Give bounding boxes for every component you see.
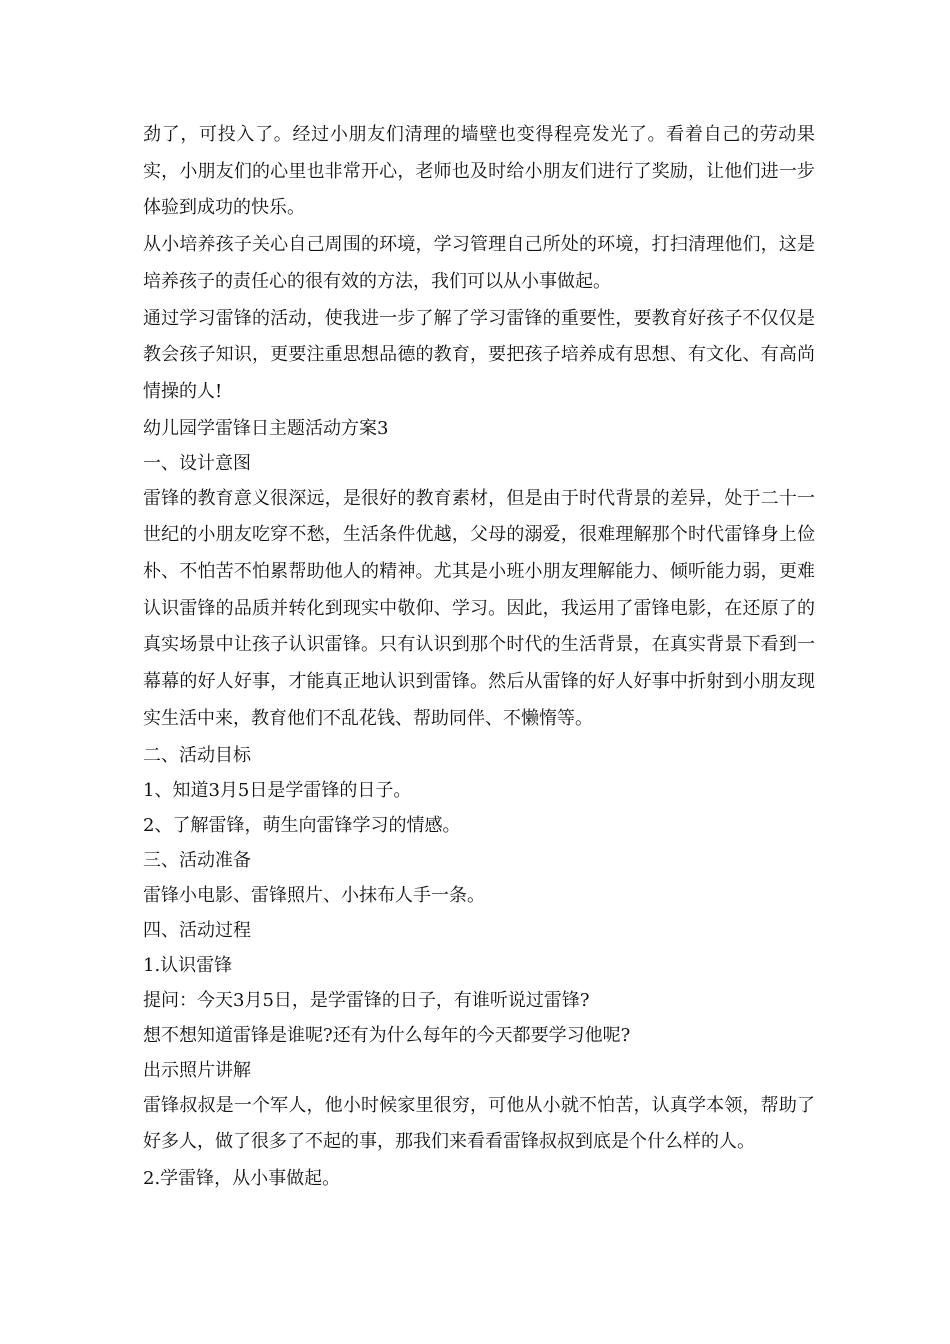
- document-body: [143, 117, 815, 1196]
- paragraph: 通过学习雷锋的活动，使我进一步了解了学习雷锋的重要性，要教育好孩子不仅仅是教会孩子知识，更要注重思想品德的教育，要把孩子培养成有思想、有文化、有高尚情操的人!: [143, 307, 815, 402]
- heading-activity-goals: 二、活动目标: [143, 744, 251, 766]
- goal-item: 2、了解雷锋，萌生向雷锋学习的情感。: [143, 814, 461, 836]
- question-text: 提问：今天3月5日，是学雷锋的日子，有谁听说过雷锋?: [143, 989, 590, 1011]
- paragraph: 从小培养孩子关心自己周围的环境，学习管理自己所处的环境，打扫清理他们，这是培养孩子的责任心的很有效的方法，我们可以从小事做起。: [143, 234, 815, 292]
- step-heading: 2.学雷锋，从小事做起。: [143, 1167, 341, 1189]
- heading-activity-prep: 三、活动准备: [143, 849, 251, 871]
- step-heading: 1.认识雷锋: [143, 954, 233, 976]
- heading-design-intent: 一、设计意图: [143, 452, 251, 474]
- goal-item: 1、知道3月5日是学雷锋的日子。: [143, 779, 412, 801]
- heading-activity-process: 四、活动过程: [143, 919, 251, 941]
- paragraph: 雷锋的教育意义很深远，是很好的教育素材，但是由于时代背景的差异，处于二十一世纪的小朋友吃穿不愁，生活条件优越，父母的溺爱，很难理解那个时代雷锋身上俭朴、不怕苦不怕累帮助他人的精神。尤其是小班小朋友理解能力、倾听能力弱，更难认识雷锋的品质并转化到现实中敬仰、学习。因此，我运用了雷锋电影，在还原了的真实场景中让孩子认识雷锋。只有认识到那个时代的生活背景，在真实背景下看到一幕幕的好人好事，才能真正地认识到雷锋。然后从雷锋的好人好事中折射到小朋友现实生活中来，教育他们不乱花钱、帮助同伴、不懒惰等。: [143, 487, 815, 729]
- section-title: 幼儿园学雷锋日主题活动方案3: [143, 417, 389, 439]
- photo-caption: 出示照片讲解: [143, 1059, 251, 1081]
- question-text: 想不想知道雷锋是谁呢?还有为什么每年的今天都要学习他呢?: [143, 1024, 631, 1046]
- paragraph: 劲了，可投入了。经过小朋友们清理的墙壁也变得程亮发光了。看着自己的劳动果实，小朋友们的心里也非常开心，老师也及时给小朋友们进行了奖励，让他们进一步体验到成功的快乐。: [143, 124, 815, 219]
- prep-text: 雷锋小电影、雷锋照片、小抹布人手一条。: [143, 884, 485, 906]
- paragraph: 雷锋叔叔是一个军人，他小时候家里很穷，可他从小就不怕苦，认真学本领，帮助了好多人，做了很多了不起的事，那我们来看看雷锋叔叔到底是个什么样的人。: [143, 1094, 815, 1153]
